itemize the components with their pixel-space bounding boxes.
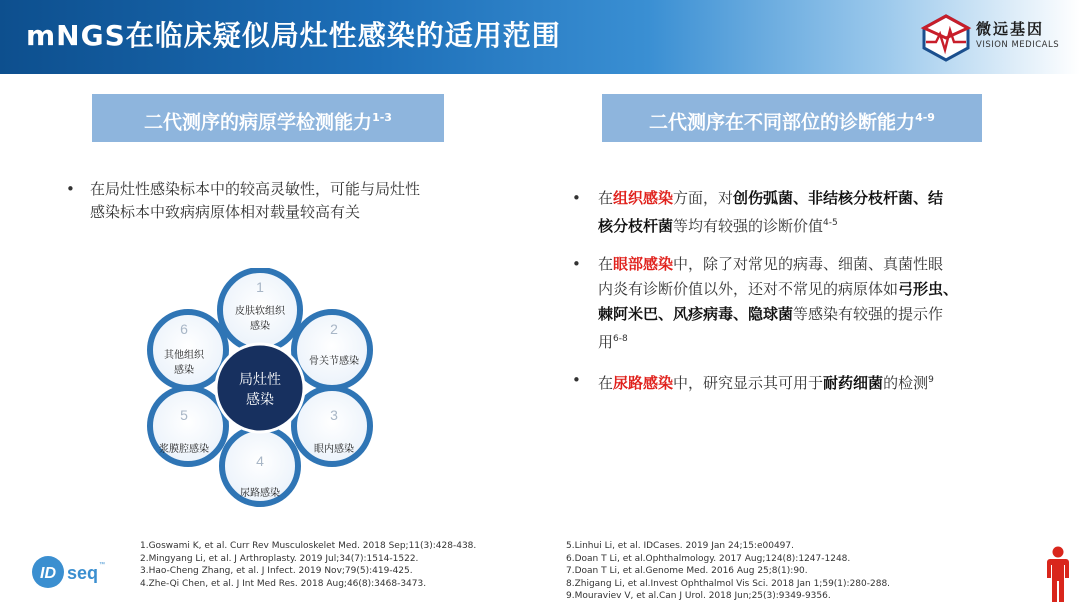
diagram-node-2 [294, 312, 370, 388]
idseq-logo-tm: ™ [99, 562, 105, 568]
highlight-tissue-infection: 组织感染 [613, 189, 674, 207]
logo-name-en: VISION MEDICALS [976, 40, 1060, 50]
diagram-node-3-num: 3 [330, 407, 338, 423]
text: 中，除了对常见的病毒、细菌、真菌性眼 [673, 255, 944, 273]
diagram-node-2-label: 骨关节感染 [309, 356, 359, 367]
text: 的检测 [883, 374, 929, 392]
text: 等均有较强的诊断价值 [673, 217, 824, 235]
highlight-urinary-infection: 尿路感染 [613, 374, 674, 392]
citation: 4-5 [823, 218, 838, 228]
highlight-eye-infection: 眼部感染 [613, 255, 674, 273]
diagram-node-4-label: 尿路感染 [240, 488, 280, 499]
right-bullet-list [566, 186, 1036, 409]
reference-5: 5.Linhui Li, et al. IDCases. 2019 Jan 24;15:e00497. [566, 541, 794, 551]
pathogens-eye-1: 弓形虫、 [898, 280, 959, 298]
left-bullet-line-1: 在局灶性感染标本中的较高灵敏性，可能与局灶性 [90, 180, 421, 198]
diagram-center [216, 344, 304, 432]
diagram-node-6-num: 6 [180, 321, 188, 337]
diagram-node-5-num: 5 [180, 407, 188, 423]
pathogens-tissue-1: 创伤弧菌、非结核分枝杆菌、结 [733, 189, 944, 207]
reference-1: 1.Goswami K, et al. Curr Rev Musculoskelet Med. 2018 Sep;11(3):428-438. [140, 541, 477, 551]
text: 在 [598, 189, 614, 207]
infection-site-diagram [140, 268, 380, 508]
right-bullet-tissue [566, 186, 1036, 239]
idseq-logo-id: ID [40, 565, 56, 582]
citation: 9 [928, 375, 934, 385]
left-section-citation: 1-3 [372, 111, 392, 124]
reference-3: 3.Hao-Cheng Zhang, et al. J Infect. 2019 Nov;79(5):419-425. [140, 566, 413, 577]
diagram-node-1-label-2: 感染 [250, 321, 270, 332]
drug-resistant-bacteria: 耐药细菌 [823, 374, 884, 392]
left-bullet-line-2: 感染标本中致病病原体相对载量较高有关 [90, 203, 361, 221]
text: 用 [598, 333, 614, 351]
text: 方面，对 [673, 189, 734, 207]
pathogens-tissue-2: 核分枝杆菌 [598, 217, 674, 235]
reference-6: 6.Doan T Li, et al.Ophthalmology. 2017 Aug;124(8):1247-1248. [566, 553, 851, 564]
right-bullet-urinary [566, 368, 1036, 396]
references-left [140, 540, 476, 590]
diagram-center-line-2: 感染 [246, 392, 274, 408]
reference-4: 4.Zhe-Qi Chen, et al. J Int Med Res. 2018 Aug;46(8):3468-3473. [140, 578, 427, 589]
diagram-node-6 [150, 312, 226, 388]
diagram-node-3-label: 眼内感染 [314, 444, 354, 455]
diagram-node-5-label: 浆膜腔感染 [159, 444, 209, 455]
left-section-title-text: 二代测序的病原学检测能力 [144, 111, 373, 134]
diagram-node-1-label-1: 皮肤软组织 [235, 306, 285, 317]
person-icon [1044, 546, 1072, 604]
diagram-node-5 [150, 388, 226, 464]
reference-2: 2.Mingyang Li, et al. J Arthroplasty. 2019 Jul;34(7):1514-1522. [140, 553, 419, 564]
diagram-node-6-label-1: 其他组织 [164, 350, 204, 361]
text: 在 [598, 374, 614, 392]
text: 中，研究显示其可用于 [673, 374, 824, 392]
diagram-node-1-num: 1 [256, 279, 264, 295]
left-section-title [92, 94, 444, 142]
reference-8: 8.Zhigang Li, et al.Invest Ophthalmol Vis Sci. 2018 Jan 1;59(1):280-288. [566, 578, 891, 589]
diagram-node-3 [294, 388, 370, 464]
diagram-center-line-1: 局灶性 [239, 372, 281, 388]
logo-name-cn: 微远基因 [976, 20, 1045, 38]
pathogens-eye-2: 棘阿米巴、风疹病毒、隐球菌 [598, 305, 794, 323]
logo-mark-icon [920, 14, 972, 62]
bullet-dot: • [66, 180, 75, 198]
bullet-dot: • [572, 371, 581, 389]
idseq-logo-seq: seq [67, 563, 99, 583]
vision-medicals-logo [920, 14, 1070, 62]
reference-9: 9.Mouraviev V, et al.Can J Urol. 2018 Jun;25(3):9349-9356. [566, 591, 831, 602]
diagram-node-6-label-2: 感染 [174, 365, 194, 376]
right-section-title [602, 94, 982, 142]
idseq-logo [30, 552, 110, 592]
page-title: mNGS在临床疑似局灶性感染的适用范围 [26, 19, 561, 52]
text: 在 [598, 255, 614, 273]
citation: 6-8 [613, 334, 628, 344]
references-right [566, 540, 890, 603]
diagram-node-2-num: 2 [330, 321, 338, 337]
diagram-node-4-num: 4 [256, 453, 264, 469]
diagram-node-1 [220, 270, 300, 350]
bullet-dot: • [572, 255, 581, 273]
bullet-dot: • [572, 189, 581, 207]
right-bullet-eye [566, 252, 1036, 355]
right-section-title-text: 二代测序在不同部位的诊断能力 [649, 111, 916, 134]
text: 内炎有诊断价值以外，还对不常见的病原体如 [598, 280, 899, 298]
diagram-node-4 [222, 428, 298, 504]
header-banner [0, 0, 1080, 74]
text: 等感染有较强的提示作 [793, 305, 944, 323]
left-bullet [66, 178, 506, 224]
right-section-citation: 4-9 [915, 111, 935, 124]
reference-7: 7.Doan T Li, et al.Genome Med. 2016 Aug 25;8(1):90. [566, 566, 808, 577]
